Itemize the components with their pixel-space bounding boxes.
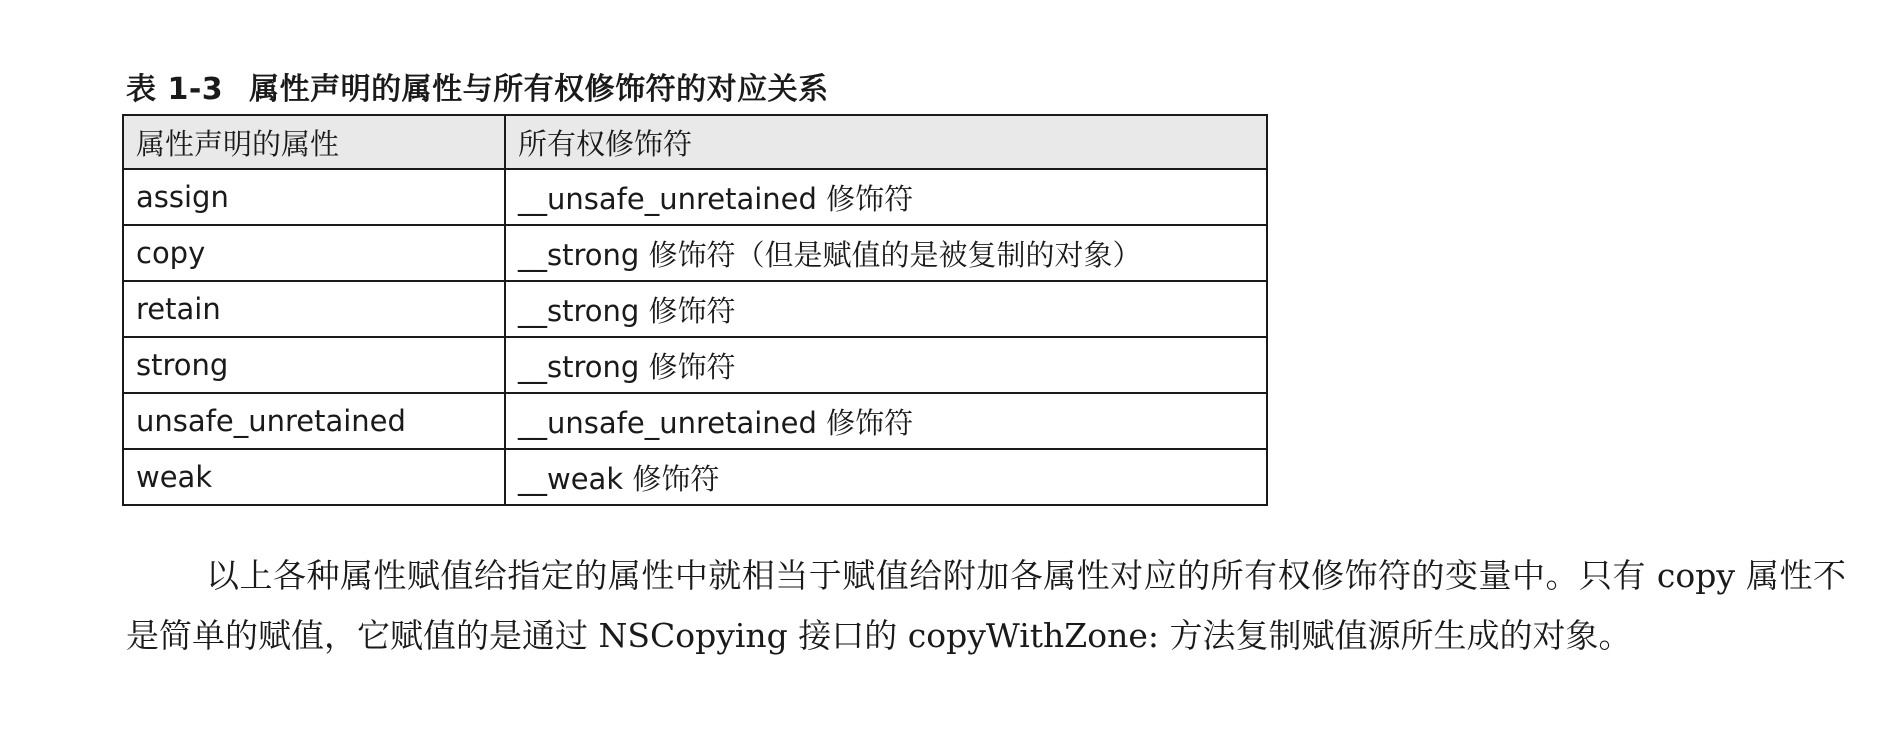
cell-property: weak [123, 449, 505, 505]
header-property-attribute: 属性声明的属性 [123, 115, 505, 169]
table-row [123, 169, 1267, 225]
table-number: 表 1-3 [126, 72, 224, 107]
table-row [123, 337, 1267, 393]
table-title: 属性声明的属性与所有权修饰符的对应关系 [249, 72, 829, 107]
table-row [123, 225, 1267, 281]
cell-qualifier: __unsafe_unretained 修饰符 [505, 169, 1267, 225]
property-ownership-table [122, 114, 1268, 506]
body-text [126, 546, 1846, 666]
cell-qualifier: __strong 修饰符 [505, 281, 1267, 337]
body-paragraph: 以上各种属性赋值给指定的属性中就相当于赋值给附加各属性对应的所有权修饰符的变量中。只有 copy 属性不是简单的赋值，它赋值的是通过 NSCopying 接口的 copyWithZone: 方法复制赋值源所生成的对象。 [126, 556, 1846, 655]
cell-property: assign [123, 169, 505, 225]
cell-property: retain [123, 281, 505, 337]
table-caption [126, 64, 829, 108]
cell-property: unsafe_unretained [123, 393, 505, 449]
cell-qualifier: __unsafe_unretained 修饰符 [505, 393, 1267, 449]
table-row [123, 281, 1267, 337]
table-row [123, 449, 1267, 505]
cell-property: copy [123, 225, 505, 281]
cell-qualifier: __strong 修饰符 [505, 337, 1267, 393]
table-row [123, 393, 1267, 449]
cell-property: strong [123, 337, 505, 393]
cell-qualifier: __weak 修饰符 [505, 449, 1267, 505]
cell-qualifier: __strong 修饰符（但是赋值的是被复制的对象） [505, 225, 1267, 281]
header-ownership-qualifier: 所有权修饰符 [505, 115, 1267, 169]
table-header-row [123, 115, 1267, 169]
